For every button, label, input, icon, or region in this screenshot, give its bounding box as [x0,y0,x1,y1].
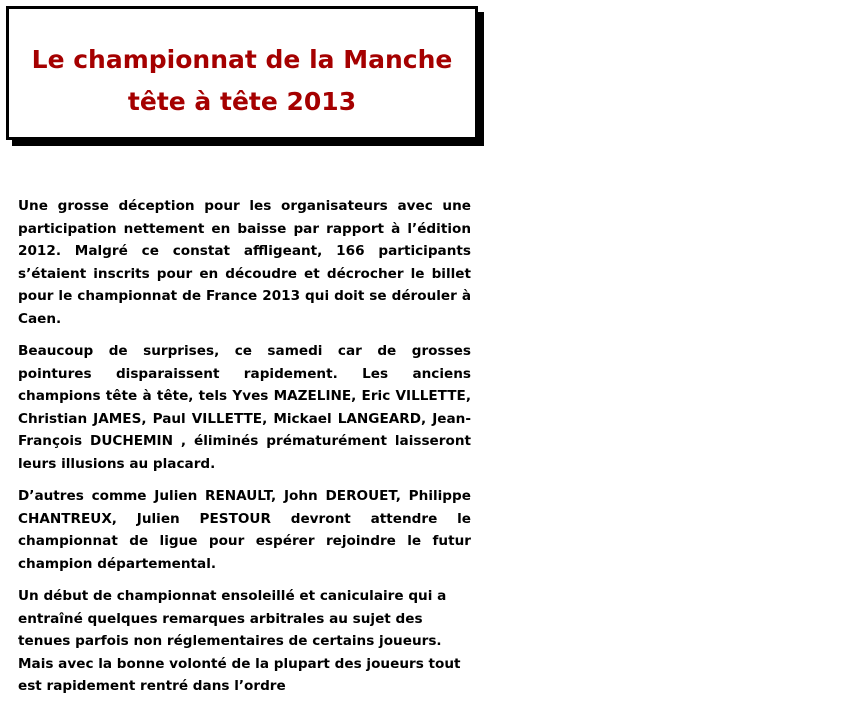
paragraph-intro: Une grosse déception pour les organisateurs avec une participation nettement en baisse par rapport à l’édition 2012. Malgré ce constat affligeant, 166 participants s’étaient inscrits pour en découdre et décrocher le billet pour le championnat de France 2013 qui doit se dérouler à Caen. [18,198,471,327]
paragraph-surprises: Beaucoup de surprises, ce samedi car de grosses pointures disparaissent rapidement. Les anciens champions tête à tête, tels Yves MAZELINE, Eric VILLETTE, Christian JAMES, Paul VILLETTE, Mickael LANGEARD, Jean-François DUCHEMIN , éliminés prématurément laisseront leurs illusions au placard. [18,343,471,472]
title-line-1: Le championnat de la Manche [31,45,453,74]
paragraph-others: D’autres comme Julien RENAULT, John DEROUET, Philippe CHANTREUX, Julien PESTOUR devront attendre le championnat de ligue pour espérer rejoindre le futur champion départemental. [18,488,471,572]
title-line-2: tête à tête 2013 [127,87,357,116]
paragraph-weather: Un début de championnat ensoleillé et caniculaire qui a entraîné quelques remarques arbitrales au sujet des tenues parfois non réglementaires de certains joueurs. Mais avec la bonne volonté de la plupart des joueurs tout est rapidement rentré dans l’ordre [18,588,461,694]
article-body [18,195,471,698]
title-box [6,6,478,140]
